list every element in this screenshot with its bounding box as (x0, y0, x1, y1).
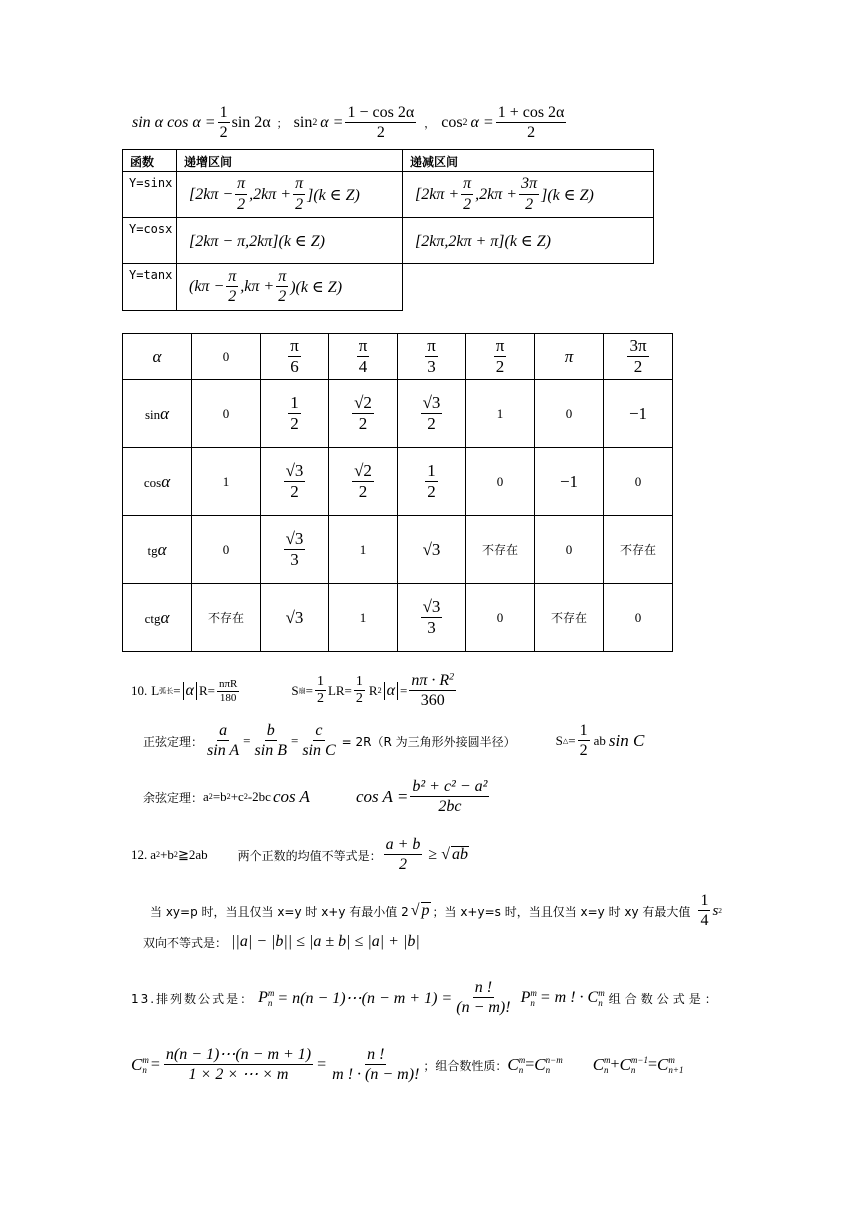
function-label: cosα (123, 448, 192, 516)
section-13-line1: 13.排列数公式是： P m n = n(n − 1)⋯(n − m + 1) = $\frac{n !}{(n - m)!}$ P m n = m ! · C m n 组合数公式是： (131, 979, 721, 1017)
cell-value: 0 (496, 609, 504, 625)
angle-header (329, 334, 398, 380)
row-cos-fn: Y=cosx (122, 217, 177, 264)
f2-frac: $\frac{1 - \cos 2\alpha}{2}$ (347, 104, 415, 142)
f1-frac: $\frac{1}{2}$ (219, 104, 228, 142)
cell-value: 1 (496, 405, 504, 421)
cell-value: −1 (559, 471, 579, 491)
sep2: ， (424, 117, 436, 131)
table-cell (535, 448, 604, 516)
function-label: tgα (123, 516, 192, 584)
cell-value: −1 (628, 403, 648, 423)
cosine-law-line: 余弦定理： a 2 =b 2 +c 2 -2bc cos A cos A = $\frac{\text{b² + c² − a²}}{2bc}$ (143, 778, 488, 816)
sine-law-line: 正弦定理： $\frac{a}{\text{sin A}}$ = $\frac{b}{\text{sin B}}$ = $\frac{c}{\text{sin C}}$ = 2R（R 为三角形外接圆半径） S △ = $\frac{1}{2}$ ab sin C (143, 722, 645, 760)
fraction: $\frac{√3}{3}$ (422, 597, 441, 637)
fraction: $\frac{\pi}{2}$ (495, 336, 505, 376)
row-sin-dec: [2kπ + $\frac{\pi}{2}$ ,2kπ + $\frac{3\pi}{2}$ ](k ∈ Z) (402, 171, 654, 218)
cell-value: 0 (565, 541, 573, 557)
table-cell (604, 584, 673, 652)
table-cell (192, 516, 261, 584)
table-cell (329, 380, 398, 448)
table-cell (192, 448, 261, 516)
table-cell (535, 516, 604, 584)
f3-frac: $\frac{1 + \cos 2\alpha}{2}$ (497, 104, 565, 142)
cell-value: 0 (565, 405, 573, 421)
cell-value: √3 (285, 607, 304, 627)
row-sin-inc: [2kπ − $\frac{\pi}{2}$ ,2kπ + $\frac{\pi}{2}$ ](k ∈ Z) (176, 171, 403, 218)
sep1: ； (276, 117, 288, 131)
fraction: $\frac{1}{2}$ (427, 461, 436, 501)
table-cell (192, 380, 261, 448)
row-sin-fn: Y=sinx (122, 171, 177, 218)
cell-value: √3 (422, 539, 441, 559)
table-cell (535, 380, 604, 448)
header-increasing: 递增区间 (176, 149, 403, 172)
angle-header (192, 334, 261, 380)
table-row (123, 380, 673, 448)
function-label: sinα (123, 380, 192, 448)
section-12-line3: 双向不等式是： ||a| − |b|| ≤ |a ± b| ≤ |a| + |b| (143, 933, 420, 950)
table-cell (466, 380, 535, 448)
table-cell (398, 584, 466, 652)
f2-alpha: α = (320, 114, 344, 132)
angle-header (466, 334, 535, 380)
fraction: $\frac{\pi}{4}$ (358, 336, 368, 376)
section-10-line: 10. L 弧长 = α R= $\frac{\text{nπR}}{180}$ S 扇 = $\frac{1}{2}$ LR= $\frac{1}{2}$ R 2 α = $\frac{n\pi \cdot R^2}{360}$ (131, 671, 455, 710)
header-decreasing: 递减区间 (402, 149, 654, 172)
f3-prefix: cos (441, 114, 463, 132)
fraction: $\frac{√2}{2}$ (354, 393, 372, 433)
cell-value: 1 (359, 541, 367, 557)
function-label: ctgα (123, 584, 192, 652)
f2-prefix: sin (293, 114, 313, 132)
special-values-table (122, 333, 673, 652)
table-cell (466, 448, 535, 516)
cell-value: 不存在 (550, 611, 587, 625)
row-tan-inc: (kπ − $\frac{\pi}{2}$ ,kπ + $\frac{\pi}{2}$ )(k ∈ Z) (176, 263, 403, 311)
section-13-line2: C m n = $\frac{n(n - 1)\cdots(n - m + 1)}{1 \times 2 \times \cdots \times m}$ = $\frac{n !}{m ! \cdot (n - m)!}$ ；组合数性质： C m n = C n−m n C m n + C m−1 n = C m n+1 (131, 1046, 684, 1084)
table-cell (261, 380, 329, 448)
row-cos-dec: [2kπ,2kπ + π](k ∈ Z) (402, 217, 654, 264)
section-12-line2: 当 xy=p 时，当且仅当 x=y 时 x+y 有最小值 2 √ p ；当 x+y=s 时，当且仅当 x=y 时 xy 有最大值 $\frac{1}{4}$ s 2 (150, 892, 722, 930)
cell-value: 1 (359, 609, 367, 625)
table-cell (466, 584, 535, 652)
table-row (123, 584, 673, 652)
table-cell (192, 584, 261, 652)
table-cell (329, 584, 398, 652)
table-cell (261, 584, 329, 652)
cell-value: 0 (222, 405, 230, 421)
alpha-header: α (123, 334, 192, 380)
table-cell (398, 380, 466, 448)
cell-value: 0 (222, 541, 230, 557)
fraction: $\frac{√3}{2}$ (285, 461, 304, 501)
cell-value: 0 (496, 473, 504, 489)
fraction: $\frac{√3}{2}$ (422, 393, 441, 433)
fraction: $\frac{3\pi}{2}$ (629, 336, 647, 376)
table-cell (604, 380, 673, 448)
table-row (123, 334, 673, 380)
table-cell (466, 516, 535, 584)
fraction: $\frac{\pi}{6}$ (290, 336, 299, 376)
f1-suffix: sin 2α (231, 114, 271, 132)
cell-value: 不存在 (207, 611, 244, 625)
fraction: $\frac{\pi}{3}$ (427, 336, 436, 376)
table-row (123, 448, 673, 516)
fraction: $\frac{1}{2}$ (290, 393, 299, 433)
angle-header (604, 334, 673, 380)
table-row (123, 516, 673, 584)
cell-value: 1 (222, 473, 230, 489)
table-cell (329, 448, 398, 516)
table-cell (535, 584, 604, 652)
row-cos-inc: [2kπ − π,2kπ](k ∈ Z) (176, 217, 403, 264)
header-function: 函数 (122, 149, 177, 172)
cell-value: π (564, 346, 574, 366)
cell-value: 0 (634, 473, 642, 489)
identities-line: sin α cos α = $\frac{1}{2}$ sin 2α ； sin 2 α = $\frac{1 - \cos 2\alpha}{2}$ ， cos 2 α = $\frac{1 + \cos 2\alpha}{2}$ (132, 104, 565, 142)
table-cell (261, 516, 329, 584)
angle-header (261, 334, 329, 380)
angle-header (398, 334, 466, 380)
table-cell (261, 448, 329, 516)
fraction: $\frac{√2}{2}$ (354, 461, 372, 501)
table-cell (604, 516, 673, 584)
table-cell (398, 448, 466, 516)
section-12-line: 12. a 2 +b 2 ≧2ab 两个正数的均值不等式是： $\frac{a + b}{2}$ ≥ √ ab (131, 836, 468, 874)
angle-header (535, 334, 604, 380)
f3-alpha: α = (470, 114, 494, 132)
table-cell (604, 448, 673, 516)
table-cell (398, 516, 466, 584)
cell-value: 不存在 (481, 543, 518, 557)
cell-value: 不存在 (619, 543, 656, 557)
table-cell (329, 516, 398, 584)
fraction: $\frac{√3}{3}$ (285, 529, 304, 569)
cell-value: 0 (222, 348, 230, 364)
cell-value: 0 (634, 609, 642, 625)
f1-prefix: sin α cos α = (132, 114, 216, 132)
row-tan-fn: Y=tanx (122, 263, 177, 311)
